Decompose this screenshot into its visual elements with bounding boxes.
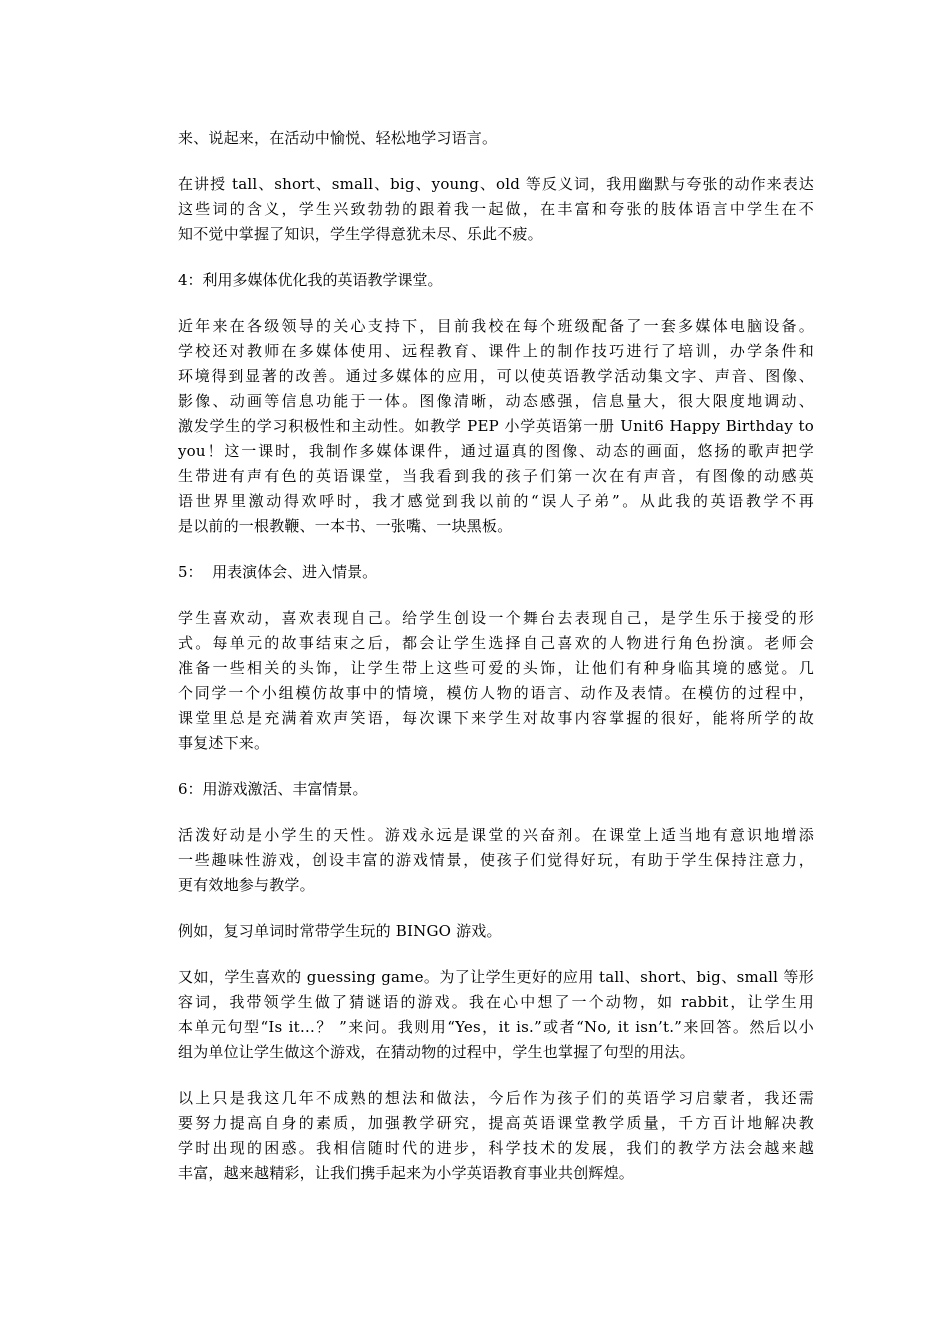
paragraph-line: 例如，复习单词时常带学生玩的 BINGO 游戏。 [178,922,502,940]
paragraph-line: 准备一些相关的头饰，让学生带上这些可爱的头饰，让他们有种身临其境的感觉。几 [178,659,814,677]
document-body [178,126,814,1207]
paragraph-line: 事复述下来。 [178,734,270,752]
paragraph-line: 生带进有声有色的英语课堂，当我看到我的孩子们第一次在有声音，有图像的动感英 [178,467,814,485]
paragraph-line: 学校还对教师在多媒体使用、远程教育、课件上的制作技巧进行了培训，办学条件和 [178,342,814,360]
paragraph-line: 本单元句型“Is it…？ ”来问。我则用“Yes，it is.”或者“No, it isn’t.”来回答。然后以小 [178,1018,814,1036]
paragraph-line: 来、说起来，在活动中愉悦、轻松地学习语言。 [178,129,498,147]
section-heading: 6：用游戏激活、丰富情景。 [178,780,368,798]
body-paragraph [178,823,814,898]
paragraph-line: 个同学一个小组模仿故事中的情境，模仿人物的语言、动作及表情。在模仿的过程中， [178,684,814,702]
paragraph-line: 学生喜欢动，喜欢表现自己。给学生创设一个舞台去表现自己，是学生乐于接受的形 [178,609,814,627]
paragraph-line: 以上只是我这几年不成熟的想法和做法，今后作为孩子们的英语学习启蒙者，我还需 [178,1089,814,1107]
paragraph-line: 环境得到显著的改善。通过多媒体的应用，可以使英语教学活动集文字、声音、图像、 [178,367,814,385]
body-paragraph [178,965,814,1065]
paragraph-line: 要努力提高自身的素质，加强教学研究，提高英语课堂教学质量，千方百计地解决教 [178,1114,814,1132]
paragraph-line: 一些趣味性游戏，创设丰富的游戏情景，使孩子们觉得好玩，有助于学生保持注意力， [178,851,814,869]
paragraph-line: 激发学生的学习积极性和主动性。如教学 PEP 小学英语第一册 Unit6 Happy Birthday to [178,417,814,435]
paragraph-line: 组为单位让学生做这个游戏，在猜动物的过程中，学生也掌握了句型的用法。 [178,1043,695,1061]
paragraph-line: 知不觉中掌握了知识，学生学得意犹未尽、乐此不疲。 [178,225,543,243]
paragraph-line: you！这一课时，我制作多媒体课件，通过逼真的图像、动态的画面，悠扬的歌声把学 [178,442,814,460]
paragraph-line: 式。每单元的故事结束之后，都会让学生选择自己喜欢的人物进行角色扮演。老师会 [178,634,814,652]
section-heading: 4：利用多媒体优化我的英语教学课堂。 [178,271,443,289]
paragraph-line: 近年来在各级领导的关心支持下，目前我校在每个班级配备了一套多媒体电脑设备。 [178,317,814,335]
paragraph-line: 活泼好动是小学生的天性。游戏永远是课堂的兴奋剂。在课堂上适当地有意识地增添 [178,826,814,844]
paragraph-line: 这些词的含义，学生兴致勃勃的跟着我一起做，在丰富和夸张的肢体语言中学生在不 [178,200,814,218]
paragraph-line: 又如，学生喜欢的 guessing game。为了让学生更好的应用 tall、short、big、small 等形 [178,968,814,986]
body-paragraph [178,919,814,944]
body-paragraph [178,1086,814,1186]
body-paragraph [178,606,814,756]
paragraph-line: 学时出现的困惑。我相信随时代的进步，科学技术的发展，我们的教学方法会越来越 [178,1139,814,1157]
paragraph-line: 在讲授 tall、short、small、big、young、old 等反义词，我用幽默与夸张的动作来表达 [178,175,814,193]
body-paragraph [178,126,814,151]
paragraph-line: 课堂里总是充满着欢声笑语，每次课下来学生对故事内容掌握的很好，能将所学的故 [178,709,814,727]
body-paragraph [178,314,814,539]
paragraph-line: 影像、动画等信息功能于一体。图像清晰，动态感强，信息量大，很大限度地调动、 [178,392,814,410]
paragraph-line: 语世界里激动得欢呼时，我才感觉到我以前的“误人子弟”。从此我的英语教学不再 [178,492,814,510]
paragraph-line: 丰富，越来越精彩，让我们携手起来为小学英语教育事业共创辉煌。 [178,1164,635,1182]
section-heading: 5： 用表演体会、进入情景。 [178,563,378,581]
paragraph-line: 更有效地参与教学。 [178,876,315,894]
paragraph-line: 容词，我带领学生做了猜谜语的游戏。我在心中想了一个动物，如 rabbit，让学生用 [178,993,814,1011]
paragraph-line: 是以前的一根教鞭、一本书、一张嘴、一块黑板。 [178,517,513,535]
body-paragraph [178,172,814,247]
